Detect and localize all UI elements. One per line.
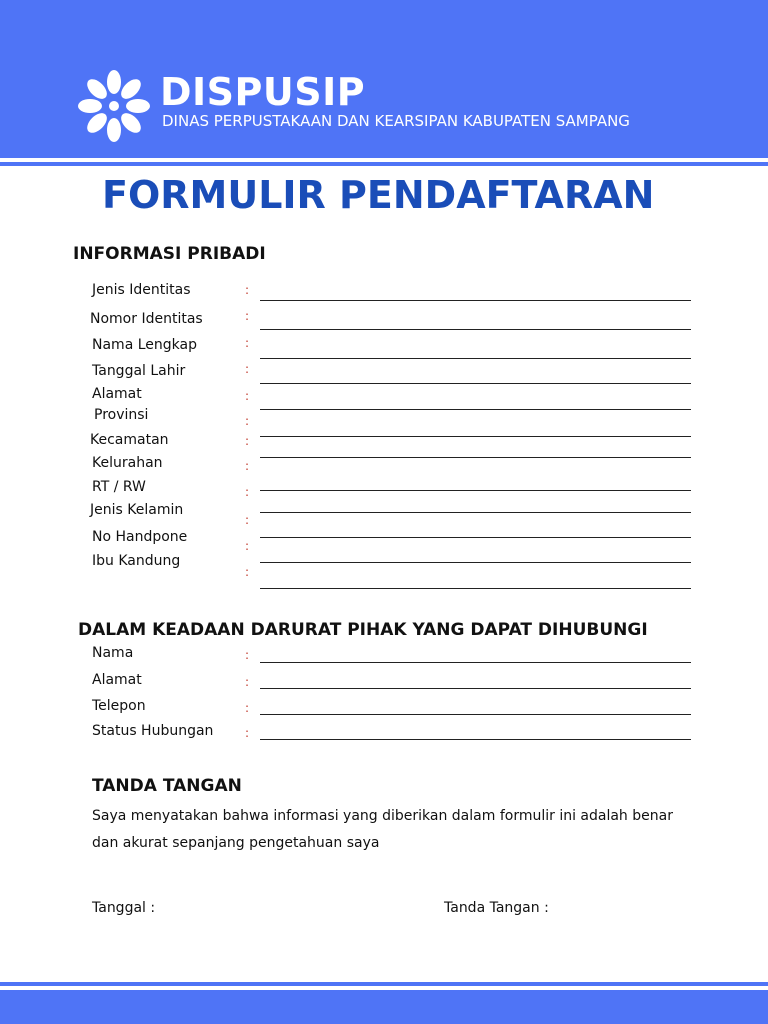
field-colon: :: [245, 389, 250, 403]
brand-subtitle: DINAS PERPUSTAKAAN DAN KEARSIPAN KABUPATEN SAMPANG: [162, 112, 630, 130]
header-divider: [0, 162, 768, 166]
field-input-line[interactable]: [260, 688, 691, 689]
form-title: FORMULIR PENDAFTARAN: [102, 173, 655, 217]
field-colon: :: [245, 675, 250, 689]
field-input-line[interactable]: [260, 662, 691, 663]
field-label: Nama Lengkap: [92, 337, 197, 353]
field-label: Alamat: [92, 672, 142, 688]
field-input-line[interactable]: [260, 457, 691, 458]
section-title-signature: TANDA TANGAN: [92, 776, 242, 796]
header-banner: [0, 0, 768, 158]
field-label: Nomor Identitas: [90, 311, 203, 327]
field-label: Telepon: [92, 698, 146, 714]
field-colon: :: [245, 434, 250, 448]
field-colon: :: [245, 513, 250, 527]
field-input-line[interactable]: [260, 383, 691, 384]
field-colon: :: [245, 726, 250, 740]
signature-statement-line1: Saya menyatakan bahwa informasi yang diberikan dalam formulir ini adalah benar: [92, 808, 673, 824]
field-label: Jenis Identitas: [92, 282, 191, 298]
field-input-line[interactable]: [260, 512, 691, 513]
field-label: RT / RW: [92, 479, 146, 495]
field-input-line[interactable]: [260, 358, 691, 359]
field-colon: :: [245, 539, 250, 553]
signature-statement-line2: dan akurat sepanjang pengetahuan saya: [92, 835, 380, 851]
field-input-line[interactable]: [260, 490, 691, 491]
field-label: No Handpone: [92, 529, 188, 545]
footer-banner: [0, 990, 768, 1024]
field-label: Alamat: [92, 386, 142, 402]
field-colon: :: [245, 309, 250, 323]
field-input-line[interactable]: [260, 739, 691, 740]
field-label: Status Hubungan: [92, 723, 214, 739]
field-colon: :: [245, 485, 250, 499]
field-input-line[interactable]: [260, 300, 691, 301]
flower-logo-icon: [76, 70, 152, 142]
field-colon: :: [245, 459, 250, 473]
field-colon: :: [245, 362, 250, 376]
field-input-line[interactable]: [260, 436, 691, 437]
field-label: Jenis Kelamin: [90, 502, 184, 518]
field-label: Ibu Kandung: [92, 553, 181, 569]
field-label: Tanggal Lahir: [92, 363, 186, 379]
field-label: Kelurahan: [92, 455, 163, 471]
section-title-emergency: DALAM KEADAAN DARURAT PIHAK YANG DAPAT DIHUBUNGI: [78, 620, 648, 640]
field-colon: :: [245, 648, 250, 662]
field-colon: :: [245, 283, 250, 297]
field-input-line[interactable]: [260, 409, 691, 410]
field-label: Provinsi: [94, 407, 149, 423]
date-label: Tanggal :: [92, 900, 156, 916]
field-colon: :: [245, 414, 250, 428]
field-label: Nama: [92, 645, 134, 661]
footer-divider: [0, 982, 768, 986]
field-input-line[interactable]: [260, 588, 691, 589]
brand-name: DISPUSIP: [160, 70, 366, 114]
field-colon: :: [245, 701, 250, 715]
field-colon: :: [245, 336, 250, 350]
field-input-line[interactable]: [260, 537, 691, 538]
field-input-line[interactable]: [260, 714, 691, 715]
field-input-line[interactable]: [260, 562, 691, 563]
signature-label: Tanda Tangan :: [444, 900, 549, 916]
field-input-line[interactable]: [260, 329, 691, 330]
field-colon: :: [245, 565, 250, 579]
section-title-personal-info: INFORMASI PRIBADI: [73, 244, 266, 264]
field-label: Kecamatan: [90, 432, 169, 448]
